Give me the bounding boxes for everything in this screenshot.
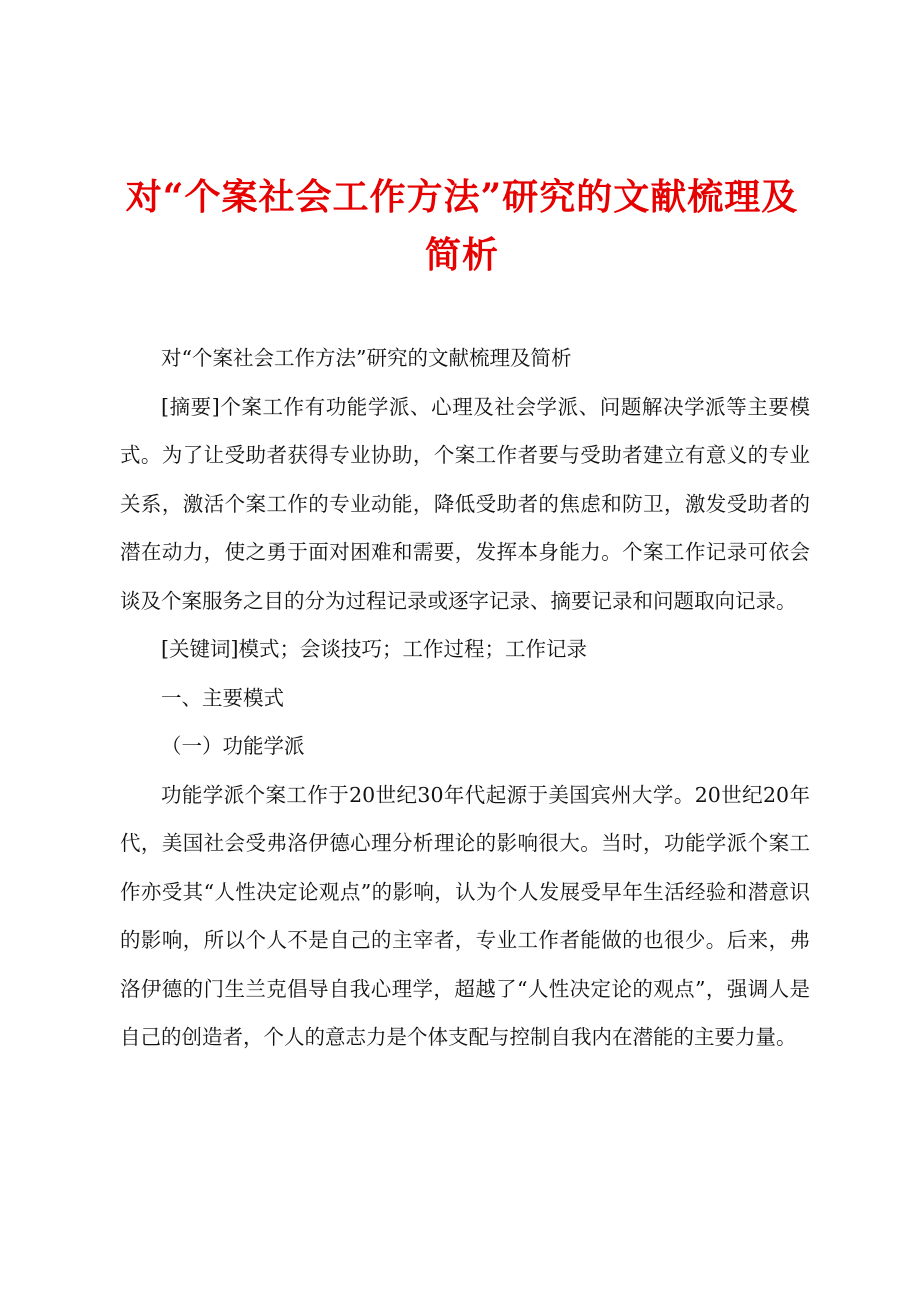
paragraph-body: 功能学派个案工作于20世纪30年代起源于美国宾州大学。20世纪20年代，美国社会受弗洛伊德心理分析理论的影响很大。当时，功能学派个案工作亦受其“人性决定论观点”的影响，认为个人发展受早年生活经验和潜意识的影响，所以个人不是自己的主宰者，专业工作者能做的也很少。后来，弗洛伊德的门生兰克倡导自我心理学，超越了“人性决定论的观点”，强调人是自己的创造者，个人的意志力是个体支配与控制自我内在潜能的主要力量。 [120,782,810,1049]
document-title: 对“个案社会工作方法”研究的文献梳理及简析 [125,176,799,276]
section-heading: 一、主要模式 [161,685,284,710]
paragraph-subtitle: 对“个案社会工作方法”研究的文献梳理及简析 [161,346,572,370]
paragraph-keywords: [关键词]模式；会谈技巧；工作过程；工作记录 [161,637,587,661]
subsection-heading: （一）功能学派 [161,734,305,758]
document-body [120,334,810,1062]
paragraph-abstract: [摘要]个案工作有功能学派、心理及社会学派、问题解决学派等主要模式。为了让受助者获得专业协助，个案工作者要与受助者建立有意义的专业关系，激活个案工作的专业动能，降低受助者的焦虑和防卫，激发受助者的潜在动力，使之勇于面对困难和需要，发挥本身能力。个案工作记录可依会谈及个案服务之目的分为过程记录或逐字记录、摘要记录和问题取向记录。 [120,394,810,613]
